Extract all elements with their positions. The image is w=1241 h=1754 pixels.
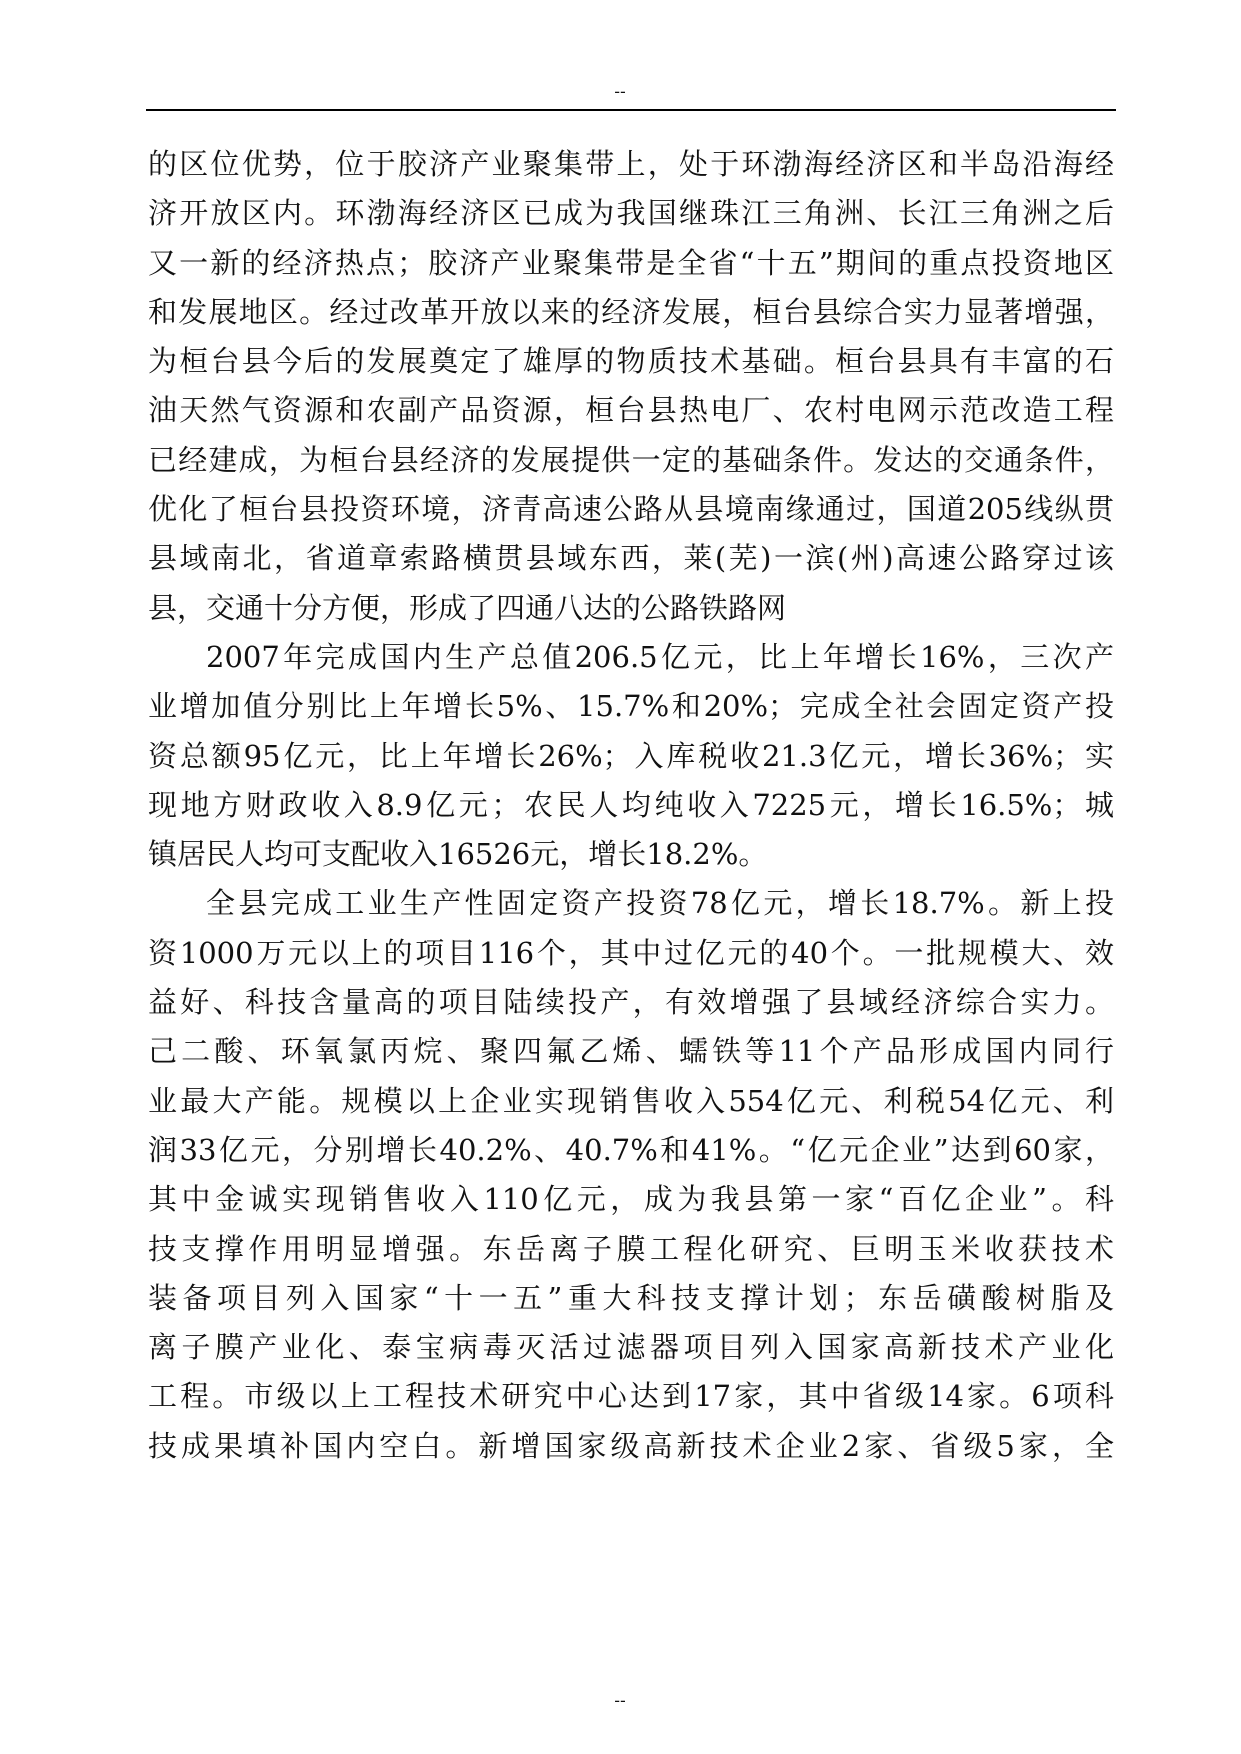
text-line: 县域南北，省道章索路横贯县域东西，莱(芜)一滨(州)高速公路穿过该 (148, 541, 1114, 576)
text-line: 济开放区内。环渤海经济区已成为我国继珠江三角洲、长江三角洲之后 (148, 196, 1114, 231)
text-line: 润33亿元，分别增长40.2%、40.7%和41%。“亿元企业”达到60家， (148, 1132, 1114, 1167)
text-line: 现地方财政收入8.9亿元；农民人均纯收入7225元，增长16.5%；城 (148, 787, 1114, 822)
text-line: 装备项目列入国家“十一五”重大科技支撑计划；东岳磺酸树脂及 (148, 1280, 1114, 1315)
text-line: 资总额95亿元，比上年增长26%；入库税收21.3亿元，增长36%；实 (148, 738, 1114, 773)
text-line: 优化了桓台县投资环境，济青高速公路从县境南缘通过，国道205线纵贯 (148, 492, 1114, 527)
text-line: 离子膜产业化、泰宝病毒灭活过滤器项目列入国家高新技术产业化 (148, 1330, 1114, 1365)
text-line: 业最大产能。规模以上企业实现销售收入554亿元、利税54亿元、利 (148, 1083, 1114, 1118)
text-line: 全县完成工业生产性固定资产投资78亿元，增长18.7%。新上投 (206, 886, 1114, 921)
page-header-mark: -- (614, 82, 626, 101)
text-line: 己二酸、环氧氯丙烷、聚四氟乙烯、蠕铁等11个产品形成国内同行 (148, 1034, 1114, 1069)
text-line: 工程。市级以上工程技术研究中心达到17家，其中省级14家。6项科 (148, 1379, 1114, 1414)
text-line: 县，交通十分方便，形成了四通八达的公路铁路网 (148, 590, 787, 625)
text-line: 业增加值分别比上年增长5%、15.7%和20%；完成全社会固定资产投 (148, 689, 1114, 724)
text-line: 益好、科技含量高的项目陆续投产，有效增强了县域经济综合实力。 (148, 985, 1114, 1020)
text-line: 资1000万元以上的项目116个，其中过亿元的40个。一批规模大、效 (148, 935, 1114, 970)
text-line: 和发展地区。经过改革开放以来的经济发展，桓台县综合实力显著增强， (148, 294, 1114, 329)
text-line: 已经建成，为桓台县经济的发展提供一定的基础条件。发达的交通条件， (148, 442, 1114, 477)
text-line: 油天然气资源和农副产品资源，桓台县热电厂、农村电网示范改造工程 (148, 393, 1114, 428)
text-line: 镇居民人均可支配收入16526元，增长18.2%。 (148, 837, 768, 872)
text-line: 技支撑作用明显增强。东岳离子膜工程化研究、巨明玉米收获技术 (148, 1231, 1114, 1266)
text-line: 技成果填补国内空白。新增国家级高新技术企业2家、省级5家，全 (148, 1428, 1114, 1463)
header-divider (146, 109, 1116, 111)
text-line: 又一新的经济热点；胶济产业聚集带是全省“十五”期间的重点投资地区 (148, 245, 1114, 280)
text-line: 2007年完成国内生产总值206.5亿元，比上年增长16%，三次产 (206, 639, 1114, 674)
document-body (148, 140, 1114, 1471)
page-footer-mark: -- (614, 1691, 626, 1710)
text-line: 其中金诚实现销售收入110亿元，成为我县第一家“百亿企业”。科 (148, 1182, 1114, 1217)
text-line: 的区位优势，位于胶济产业聚集带上，处于环渤海经济区和半岛沿海经 (148, 147, 1114, 181)
text-line: 为桓台县今后的发展奠定了雄厚的物质技术基础。桓台县具有丰富的石 (148, 344, 1114, 379)
